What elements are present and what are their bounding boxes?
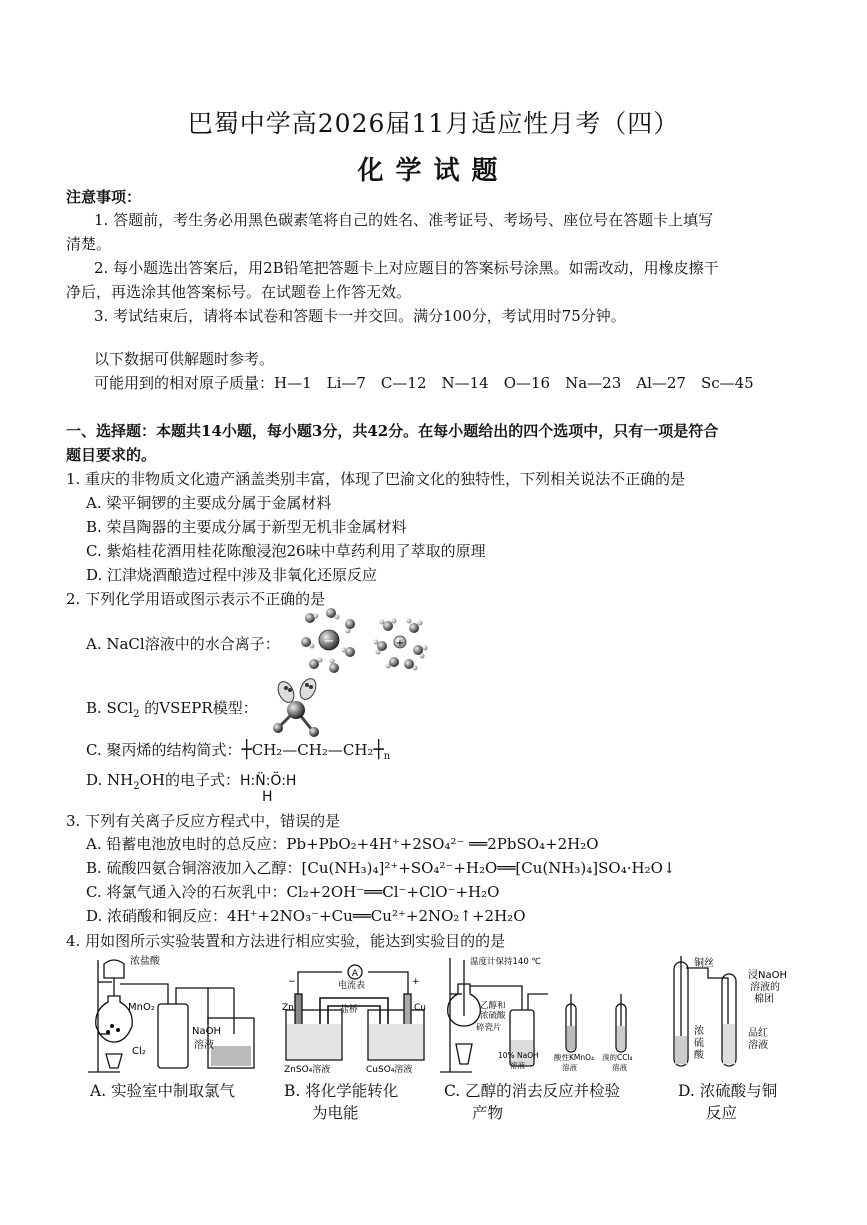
q1-option-a: A. 梁平铜锣的主要成分属于金属材料	[86, 494, 332, 512]
label-fuchsin-solution: 溶液	[748, 1040, 768, 1051]
electron-formula-h: H	[262, 789, 273, 805]
q2-stem: 2. 下列化学用语或图示表示不正确的是	[66, 590, 326, 608]
q3-option-a: A. 铅蓄电池放电时的总反应：Pb+PbO₂+4H⁺+2SO₄²⁻ ══2PbSO₄+2H₂O	[86, 835, 599, 853]
label-ethanol: 乙醇和	[480, 1001, 506, 1011]
label-cotton: 棉团	[754, 994, 774, 1005]
q2-d-sub: 2	[133, 781, 140, 792]
bracket-right: ┼	[373, 740, 384, 760]
polymer-n: n	[383, 751, 391, 762]
label-naoh: NaOH	[192, 1026, 221, 1037]
label-conc: 浓	[694, 1026, 704, 1037]
ammeter-symbol: A	[351, 969, 359, 979]
atomic-masses: 可能用到的相对原子质量：H—1 Li—7 C—12 N—14 O—16 Na—23 Al—27 Sc—45	[94, 374, 754, 392]
reference-note: 以下数据可供解题时参考。	[94, 350, 275, 368]
label-znso4: ZnSO₄溶液	[284, 1065, 331, 1075]
q3-option-c: C. 将氯气通入冷的石灰乳中：Cl₂+2OH⁻══Cl⁻+ClO⁻+H₂O	[86, 883, 500, 901]
q4-option-d-cont: 反应	[706, 1104, 738, 1122]
q4-option-c: C. 乙醇的消去反应并检验	[444, 1082, 621, 1100]
label-salt-bridge: 盐桥	[340, 1005, 359, 1015]
label-naoh-soaked: 浸NaOH	[748, 970, 787, 981]
label-minus: −	[288, 977, 296, 987]
label-conc-hcl: 浓盐酸	[130, 956, 160, 967]
label-porcelain: 碎瓷片	[476, 1023, 502, 1033]
section-heading-cont: 题目要求的。	[66, 446, 157, 464]
q1-stem: 1. 重庆的非物质文化遗产涵盖类别丰富，体现了巴渝文化的独特性，下列相关说法不正确的是	[66, 470, 686, 488]
label-acid: 酸	[694, 1050, 704, 1061]
label-fuchsin: 品红	[748, 1028, 768, 1039]
label-plus: +	[412, 977, 420, 987]
bracket-left: ┼	[241, 740, 252, 760]
notice-item-3: 3. 考试结束后，请将本试卷和答题卡一并交回。满分100分，考试用时75分钟。	[94, 307, 626, 325]
q2-d-prefix: D. NH	[86, 771, 134, 789]
q4-option-d: D. 浓硫酸与铜	[678, 1082, 778, 1100]
apparatus-c	[436, 954, 654, 1078]
apparatus-d	[664, 954, 804, 1078]
label-naoh-solution: 溶液	[510, 1061, 525, 1070]
label-br2-ccl4: 溴的CCl₄	[602, 1053, 633, 1062]
q2-d-text: OH的电子式：	[139, 771, 240, 789]
q2-option-a: A. NaCl溶液中的水合离子：	[86, 635, 280, 653]
q4-option-b-cont: 为电能	[312, 1104, 359, 1122]
q4-stem: 4. 用如图所示实验装置和方法进行相应实验，能达到实验目的的是	[66, 932, 506, 950]
hydrated-sodium-ion	[374, 619, 428, 671]
page-title: 巴蜀中学高2026届11月适应性月考（四）	[187, 109, 680, 138]
q1-option-c: C. 紫焰桂花酒用桂花陈酿浸泡26味中草药利用了萃取的原理	[86, 542, 486, 560]
q2-b-text: 的VSEPR模型：	[139, 699, 258, 717]
label-sulfur: 硫	[694, 1038, 704, 1049]
notice-item-1: 1. 答题前，考生务必用黑色碳素笔将自己的姓名、准考证号、考场号、座位号在答题卡上填写	[94, 211, 714, 229]
q2-b-prefix: B. SCl	[86, 699, 134, 717]
chloride-sign: −	[323, 634, 335, 649]
label-kmno4-solution: 溶液	[562, 1063, 577, 1072]
electron-formula: H:N̈:Ö:H	[240, 773, 297, 789]
q1-option-d: D. 江津烧酒酿造过程中涉及非氧化还原反应	[86, 566, 378, 584]
label-copper-wire: 铜丝	[694, 958, 714, 969]
label-cl2: Cl₂	[132, 1046, 146, 1057]
q3-option-b: B. 硫酸四氨合铜溶液加入乙醇：[Cu(NH₃)₄]²⁺+SO₄²⁻+H₂O══[Cu(NH₃)₄]SO₄·H₂O↓	[86, 859, 676, 877]
q1-option-b: B. 荣昌陶器的主要成分属于新型无机非金属材料	[86, 518, 407, 536]
notice-item-1-cont: 清楚。	[66, 235, 112, 253]
label-kmno4: 酸性KMnO₄	[554, 1053, 595, 1062]
hydrated-ions-figure	[296, 608, 436, 674]
hydrated-chloride-ion	[301, 608, 355, 673]
label-thermometer: 温度计保持140 ℃	[470, 957, 541, 967]
q2-b-sub: 2	[133, 709, 140, 720]
q4-option-a: A. 实验室中制取氯气	[90, 1082, 236, 1100]
q2-c-text: C. 聚丙烯的结构简式：	[86, 741, 242, 759]
sodium-sign: +	[395, 638, 405, 649]
label-br2-solution: 溶液	[612, 1063, 627, 1072]
label-ammeter: 电流表	[338, 981, 366, 991]
q3-stem: 3. 下列有关离子反应方程式中，错误的是	[66, 812, 341, 830]
label-naoh-solution-of: 溶液的	[750, 982, 780, 993]
notice-item-2-cont: 净后，再选涂其他答案标号。在试题卷上作答无效。	[66, 283, 412, 301]
label-conc-h2so4: 浓硫酸	[480, 1011, 506, 1021]
polymer-formula: CH₂—CH₂—CH₂	[251, 741, 374, 759]
label-solution: 溶液	[194, 1040, 214, 1051]
q4-option-b: B. 将化学能转化	[284, 1082, 399, 1100]
label-zn: Zn	[282, 1003, 294, 1013]
notice-item-2: 2. 每小题选出答案后，用2B铅笔把答题卡上对应题目的答案标号涂黑。如需改动，用橡皮擦干	[94, 259, 719, 277]
notice-heading: 注意事项：	[66, 188, 142, 206]
apparatus-b	[280, 954, 428, 1078]
label-cu: Cu	[414, 1003, 426, 1013]
label-mno2: MnO₂	[128, 1002, 155, 1013]
exam-subject: 化学试题	[357, 156, 510, 186]
q2-option-c	[86, 739, 390, 761]
q4-option-c-cont: 产物	[472, 1104, 504, 1122]
apparatus-a	[84, 954, 274, 1078]
q3-option-d: D. 浓硝酸和铜反应：4H⁺+2NO₃⁻+Cu══Cu²⁺+2NO₂↑+2H₂O	[86, 907, 526, 925]
label-cuso4: CuSO₄溶液	[366, 1065, 413, 1075]
q2-option-b	[86, 697, 258, 719]
label-naoh-10: 10% NaOH	[498, 1051, 539, 1060]
vsepr-model-figure	[268, 676, 330, 738]
section-heading: 一、选择题：本题共14小题，每小题3分，共42分。在每小题给出的四个选项中，只有一项是符合	[66, 422, 719, 440]
